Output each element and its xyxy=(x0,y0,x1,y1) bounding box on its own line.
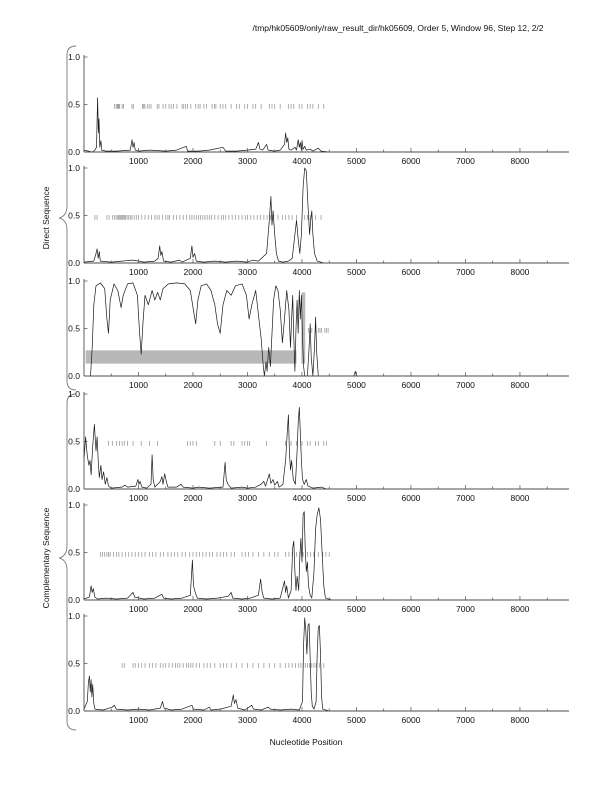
y-tick-label: 0.0 xyxy=(68,595,80,605)
y-tick-label: 0.0 xyxy=(68,147,80,157)
y-tick-label: 0.0 xyxy=(68,484,80,494)
x-tick-label: 1000 xyxy=(129,267,148,277)
subplot-direct-frame-1 xyxy=(68,52,569,166)
signal-trace xyxy=(84,508,569,600)
x-tick-label: 2000 xyxy=(183,156,203,166)
x-tick-label: 3000 xyxy=(238,715,257,725)
subplots-group xyxy=(68,52,569,725)
x-tick-label: 3000 xyxy=(238,493,257,503)
y-tick-label: 0.0 xyxy=(68,258,80,268)
x-tick-label: 5000 xyxy=(347,715,366,725)
y-tick-label: 0.0 xyxy=(68,371,80,381)
x-tick-label: 4000 xyxy=(292,380,312,390)
x-tick-label: 6000 xyxy=(401,267,421,277)
x-tick-label: 4000 xyxy=(292,715,312,725)
hash-marks xyxy=(100,552,329,557)
x-tick-label: 2000 xyxy=(183,715,203,725)
y-tick-label: 1.0 xyxy=(68,276,80,286)
hash-marks xyxy=(115,104,324,109)
x-tick-label: 2000 xyxy=(183,493,203,503)
y-tick-label: 0.5 xyxy=(68,210,80,221)
x-tick-label: 6000 xyxy=(401,156,421,166)
signal-trace xyxy=(84,407,569,489)
x-tick-label: 4000 xyxy=(292,267,312,277)
x-tick-label: 1000 xyxy=(129,380,148,390)
x-tick-label: 8000 xyxy=(510,604,530,614)
x-tick-label: 1000 xyxy=(129,715,148,725)
x-tick-label: 5000 xyxy=(347,156,366,166)
x-tick-label: 5000 xyxy=(347,267,366,277)
x-tick-label: 2000 xyxy=(183,267,203,277)
hash-marks xyxy=(122,663,324,668)
y-tick-label: 1.0 xyxy=(68,52,80,62)
x-tick-label: 1000 xyxy=(129,604,148,614)
signal-trace xyxy=(84,618,569,711)
y-tick-label: 1.0 xyxy=(68,611,80,621)
x-tick-label: 7000 xyxy=(455,715,475,725)
x-tick-label: 8000 xyxy=(510,156,530,166)
x-tick-label: 6000 xyxy=(401,493,421,503)
y-tick-label: 0.0 xyxy=(68,706,80,716)
subplot-complementary-frame-3 xyxy=(68,611,569,725)
signal-trace xyxy=(84,98,569,152)
coding-band xyxy=(86,350,297,363)
x-tick-label: 8000 xyxy=(510,715,530,725)
subplot-direct-frame-2 xyxy=(68,163,569,277)
x-tick-label: 7000 xyxy=(455,493,475,503)
x-tick-label: 8000 xyxy=(510,267,530,277)
x-tick-label: 4000 xyxy=(292,156,312,166)
subplot-complementary-frame-1 xyxy=(68,389,569,503)
y-tick-label: 1.0 xyxy=(68,500,80,510)
y-tick-label: 0.5 xyxy=(68,436,80,447)
x-tick-label: 3000 xyxy=(238,604,257,614)
x-tick-label: 6000 xyxy=(401,604,421,614)
y-tick-label: 0.5 xyxy=(68,99,80,110)
x-tick-label: 6000 xyxy=(401,380,421,390)
subplot-direct-frame-3 xyxy=(68,276,569,390)
axes xyxy=(84,166,569,263)
x-tick-label: 5000 xyxy=(347,604,366,614)
x-tick-label: 7000 xyxy=(455,156,475,166)
y-tick-label: 0.5 xyxy=(68,658,80,669)
x-tick-label: 8000 xyxy=(510,493,530,503)
x-tick-label: 1000 xyxy=(129,493,148,503)
y-tick-label: 0.5 xyxy=(68,323,80,334)
axes xyxy=(84,503,569,600)
direct-sequence-label: Direct Sequence xyxy=(41,186,51,250)
subplot-complementary-frame-2 xyxy=(68,500,569,614)
x-tick-label: 4000 xyxy=(292,604,312,614)
x-axis-title: Nucleotide Position xyxy=(269,737,343,747)
x-tick-label: 6000 xyxy=(401,715,421,725)
complementary-sequence-label: Complementary Sequence xyxy=(41,507,51,609)
x-tick-label: 3000 xyxy=(238,380,257,390)
x-tick-label: 2000 xyxy=(183,380,203,390)
x-tick-label: 3000 xyxy=(238,267,257,277)
y-tick-label: 1.0 xyxy=(68,389,80,399)
y-tick-label: 1.0 xyxy=(68,163,80,173)
x-tick-label: 5000 xyxy=(347,380,366,390)
x-tick-label: 2000 xyxy=(183,604,203,614)
x-tick-label: 8000 xyxy=(510,380,530,390)
x-tick-label: 1000 xyxy=(129,156,148,166)
x-tick-label: 4000 xyxy=(292,493,312,503)
x-tick-label: 5000 xyxy=(347,493,366,503)
x-tick-label: 7000 xyxy=(455,604,475,614)
hash-marks xyxy=(309,328,329,333)
x-tick-label: 3000 xyxy=(238,156,257,166)
x-tick-label: 7000 xyxy=(455,267,475,277)
hash-marks xyxy=(95,215,321,220)
axes xyxy=(84,392,569,489)
y-tick-label: 0.5 xyxy=(68,547,80,558)
plot-title: /tmp/hk05609/only/raw_result_dir/hk05609, Order 5, Window 96, Step 12, 2/2 xyxy=(252,23,544,33)
x-tick-label: 7000 xyxy=(455,380,475,390)
axes xyxy=(84,614,569,711)
hash-marks xyxy=(109,441,327,446)
axes xyxy=(84,55,569,152)
